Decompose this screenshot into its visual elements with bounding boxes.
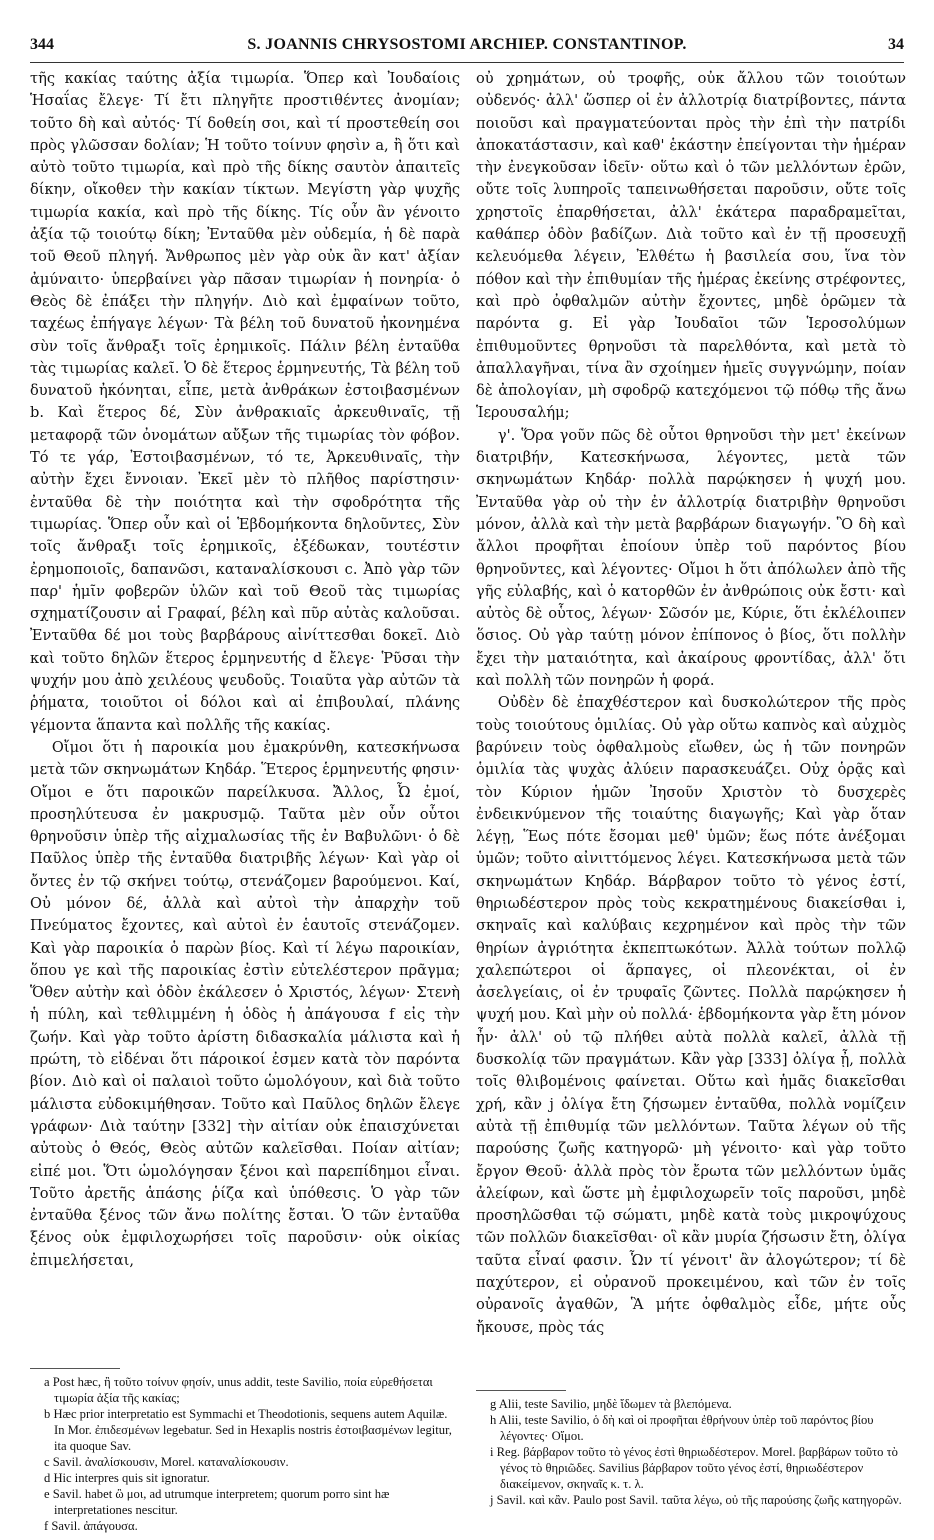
footnote-rule-left: [30, 1368, 120, 1369]
footnote-rule-right: [476, 1390, 566, 1391]
left-paragraph-1: τῆς κακίας ταύτης ἀξία τιμωρία. Ὅπερ καὶ Ἰουδαίοις Ἡσαΐας ἔλεγε· Τί ἔτι πληγῆτε προστιθέντες ἀνομίαν; τοῦτο δὴ καὶ αὐτός· Τί δοθείη σοι, καὶ τί προστεθείη σοι πρὸς γλῶσσαν δολίαν; Ἡ τοῦτο τοίνυν φησὶν a, ἢ ὅτι καὶ αὐτὸ τοῦτο τιμωρία, καὶ πρὸ τῆς δίκης σαυτὸν ἀπαιτεῖς δίκην, οἴκοθεν τὴν κακίαν τίκτων. Μεγίστη γὰρ ψυχῆς τιμωρία κακία, καὶ πρὸ τῆς δίκης. Τίς οὖν ἂν γένοιτο ἀξία τῷ τοιούτῳ δίκη; Ἐνταῦθα μὲν οὐδεμία, ἡ δὲ παρὰ τοῦ Θεοῦ πληγή. Ἄνθρωπος μὲν γὰρ οὐκ ἂν κατ' ἀξίαν ἀμύναιτο· ὑπερβαίνει γὰρ πᾶσαν τιμωρίαν ἡ πονηρία· ὁ Θεὸς δὲ ἐπάξει τὴν πληγήν. Διὸ καὶ ἐμφαίνων τοῦτο, ταχέως ἐπήγαγε λέγων· Τὰ βέλη τοῦ δυνατοῦ ἠκονημένα σὺν τοῖς ἄνθραξι τοῖς ἐρημικοῖς. Πάλιν βέλη ἐνταῦθα τὰς τιμωρίας καλεῖ. Ὁ δὲ ἕτερος ἑρμηνευτής, Τὰ βέλη τοῦ δυνατοῦ ἠκόνηται, εἶπε, μετὰ ἀνθράκων ἐστοιβασμένων b. Καὶ ἕτερος δέ, Σὺν ἀνθρακιαῖς ἀρκευθιναῖς, τῇ μεταφορᾷ τῶν ὀνομάτων αὔξων τῆς τιμωρίας τὸν φόβον. Τό τε γάρ, Ἐστοιβασμένων, τό τε, Ἀρκευθιναῖς, τὴν αὐτὴν ἔχει ἔννοιαν. Ἐκεῖ μὲν τὸ πλῆθος παρίστησιν· ἐνταῦθα δὲ τὴν ποιότητα καὶ τὴν σφοδρότητα τῆς τιμωρίας. Ὅπερ οὖν καὶ οἱ Ἑβδομήκοντα δηλοῦντες, Σὺν τοῖς ἄνθραξι τοῖς ἐρημικοῖς, ἐξέδωκαν, τουτέστιν ἐρημοποιοῖς, δαπανῶσι, καταναλίσκουσι c. Ἀπὸ γὰρ τῶν παρ' ἡμῖν φοβερῶν ὑλῶν καὶ τοῦ Θεοῦ τὰς τιμωρίας σχηματίζουσιν αἱ Γραφαί, βέλη καὶ πῦρ αὐτὰς καλοῦσαι. Ἐνταῦθα δέ μοι τοὺς βαρβάρους αἰνίττεσθαι δοκεῖ. Διὸ καὶ τοῦτο δηλῶν ἕτερος ἑρμηνευτής d ἔλεγε· Ῥῦσαι τὴν ψυχήν μου ἀπὸ χειλέους ψευδοῦς. Τοιαῦτα γὰρ αὐτῶν τὰ ῥήματα, τοιοῦτοι οἱ δόλοι καὶ αἱ ἐπιβουλαί, πλάνης γέμοντα ἅπαντα καὶ πολλῆς τῆς κακίας.: [30, 70, 460, 734]
right-column: [476, 68, 906, 1339]
footnote: j Savil. καὶ κἂν. Paulo post Savil. ταῦτα λέγω, οὐ τῆς παρούσης ζωῆς κατηγορῶν.: [490, 1493, 902, 1507]
footnote: i Reg. βάρβαρον τοῦτο τὸ γένος ἐστὶ θηριωδέστερον. Morel. βαρβάρων τοῦτο τὸ γένος τὸ θηριῶδες. Savilius βάρβαρον τοῦτο γένος ἐστί, θηριωδέστερον διακείμενον, σκηναῖς κ. τ. λ.: [490, 1445, 898, 1491]
footnote: a Post hæc, ἢ τοῦτο τοίνυν φησίν, unus addit, teste Savilio, ποία εὑρεθήσεται τιμωρία ἀξία τῆς κακίας;: [44, 1375, 433, 1405]
header-rule: [30, 62, 904, 63]
footnote: g Alii, teste Savilio, μηδὲ ἴδωμεν τὰ βλεπόμενα.: [490, 1397, 732, 1411]
left-column: [30, 68, 460, 1272]
footnote: h Alii, teste Savilio, ὁ δὴ καὶ οἱ προφῆται ἐθρήνουν ὑπὲρ τοῦ παρόντος βίου λέγοντες· Οἴμοι.: [490, 1413, 874, 1443]
footnote: d Hic interpres quis sit ignoratur.: [44, 1471, 210, 1485]
footnotes-left: [30, 1374, 460, 1534]
page-number-right: 34: [888, 36, 904, 53]
running-title: S. JOANNIS CHRYSOSTOMI ARCHIEP. CONSTANTINOP.: [247, 36, 687, 53]
footnotes-right: [476, 1396, 906, 1508]
right-paragraph-3: Οὐδὲν δὲ ἐπαχθέστερον καὶ δυσκολώτερον τῆς πρὸς τοὺς τοιούτους ὁμιλίας. Οὐ γὰρ οὕτω καπνὸς καὶ αὐχμὸς βαρύνειν τοὺς ὀφθαλμοὺς εἴωθεν, ὡς ἡ τῶν πονηρῶν ὁμιλία τὰς ψυχὰς ἀλύειν παρασκευάζει. Οὐχ ὁρᾷς καὶ τὸν Κύριον ἡμῶν Ἰησοῦν Χριστὸν τὸ δυσχερὲς ἐνδεικνύμενον τῆς τοιαύτης διαγωγῆς; Καὶ γὰρ ὅταν λέγῃ, Ἕως πότε ἔσομαι μεθ' ὑμῶν; ἕως πότε ἀνέξομαι ὑμῶν; τοῦτο αἰνιττόμενος λέγει. Κατεσκήνωσα μετὰ τῶν σκηνωμάτων Κηδάρ. Βάρβαρον τοῦτο τὸ γένος ἐστί, θηριωδέστερον πρὸς τοὺς κεκρατημένους διακείσθαι i, σκηναῖς καὶ καλύβαις κεχρημένον καὶ πρὸς τὴν τῶν θηρίων ἀγριότητα ἐκπεπτωκότων. Ἀλλὰ τούτων πολλῷ χαλεπώτεροι οἱ ἅρπαγες, οἱ πλεονέκται, οἱ ἐν ἀσελγείαις, οἱ ἐν τρυφαῖς ζῶντες. Πολλὰ παρῴκησεν ἡ ψυχή μου. Καὶ μὴν οὐ πολλά· ἑβδομήκοντα γὰρ ἔτη μόνον ἦν· ἀλλ' οὐ τῷ πλήθει αὐτὰ πολλὰ καλεῖ, ἀλλὰ τῇ δυσκολίᾳ τῶν πραγμάτων. Κἂν γὰρ [333] ὀλίγα ᾖ, πολλὰ τοῖς θλιβομένοις φαίνεται. Οὕτω καὶ ἡμᾶς διακεῖσθαι χρή, κἂν j ὀλίγα ἔτη ζήσωμεν ἐνταῦθα, πολλὰ νομίζειν αὐτὰ τῇ ἐπιθυμίᾳ τῶν μελλόντων. Ταῦτα λέγων οὐ τῆς παρούσης ζωῆς κατηγορῶ· μὴ γένοιτο· καὶ γὰρ τοῦτο ἔργον Θεοῦ· ἀλλὰ πρὸς τὸν ἔρωτα τῶν μελλόντων ὑμᾶς ἀλείφων, καὶ ὥστε μὴ ἐμφιλοχωρεῖν τοῖς παροῦσι, μηδὲ προσηλῶσθαι τῷ σώματι, μηδὲ κατὰ τοὺς μικροψύχους τῶν πολλῶν διακεῖσθαι· οἳ κἂν μυρία ζήσωσιν ἔτη, ὀλίγα ταῦτα εἶναί φασιν. Ὧν τί γένοιτ' ἂν ἀλογώτερον; τί δὲ παχύτερον, εἰ οὐρανοῦ προκειμένου, καὶ τῶν ἐν τοῖς οὐρανοῖς ἀγαθῶν, Ἃ μήτε ὀφθαλμὸς εἶδε, μήτε οὖς ἤκουσε, πρὸς τάς: [476, 694, 906, 1336]
footnote: b Hæc prior interpretatio est Symmachi et Theodotionis, sequens autem Aquilæ. In Mor. ἐπιδεσμένων legebatur. Sed in Hexaplis nostris ἐστοιβασμένων legitur, ita quoque Sav.: [44, 1407, 452, 1453]
footnote: c Savil. ἀναλίσκουσιν, Morel. καταναλίσκουσιν.: [44, 1455, 289, 1469]
right-paragraph-1: οὐ χρημάτων, οὐ τροφῆς, οὐκ ἄλλου τῶν τοιούτων οὐδενός· ἀλλ' ὥσπερ οἱ ἐν ἀλλοτρίᾳ διατρίβοντες, πάντα ποιοῦσι καὶ πραγματεύονται πρὸς τὴν ἐπὶ τὴν πατρίδι ἀποκατάστασιν, καὶ καθ' ἑκάστην ἐπείγονται τὴν ἡμέραν τὴν ἐνεγκοῦσαν ἰδεῖν· οὕτω καὶ ὁ τῶν μελλόντων ἐρῶν, οὔτε τοῖς λυπηροῖς ταπεινωθήσεται παροῦσιν, οὔτε τοῖς χρηστοῖς ἐπαρθήσεται, ἀλλ' ἑκάτερα παραδραμεῖται, καθάπερ ὁδὸν βαδίζων. Διὰ τοῦτο καὶ ἐν τῇ προσευχῇ κελευόμεθα λέγειν, Ἐλθέτω ἡ βασιλεία σου, ἵνα τὸν πόθον καὶ τὴν ἐπιθυμίαν τῆς ἡμέρας ἐκείνης στρέφοντες, καὶ πρὸ ὀφθαλμῶν αὐτὴν ἔχοντες, μηδὲ ὁρῶμεν τὰ παρόντα g. Εἰ γὰρ Ἰουδαῖοι τῶν Ἱεροσολύμων ἐπιθυμοῦντες θρηνοῦσι τὰ παρελθόντα, καὶ μετὰ τὸ ἀπαλλαγῆναι, τίνα ἂν σχοίημεν ἡμεῖς συγγνώμην, ποίαν δὲ ἀπολογίαν, μὴ σφοδρῷ κατεχόμενοι τῷ πόθῳ τῆς ἄνω Ἱερουσαλήμ;: [476, 70, 906, 422]
footnote: f Savil. ἀπάγουσα.: [44, 1519, 138, 1533]
running-header: [30, 36, 904, 60]
right-paragraph-2: γ'. Ὅρα γοῦν πῶς δὲ οὗτοι θρηνοῦσι τὴν μετ' ἐκείνων διατριβήν, Κατεσκήνωσα, λέγοντες, μετὰ τῶν σκηνωμάτων Κηδάρ· πολλὰ παρῴκησεν ἡ ψυχή μου. Ἐνταῦθα γὰρ οὐ τὴν ἐν ἀλλοτρίᾳ διατριβὴν θρηνοῦσι μόνον, ἀλλὰ καὶ τὴν μετὰ βαρβάρων διαγωγήν. Ὃ δὴ καὶ ἄλλοι προφῆται ἐποίουν ὑπὲρ τοῦ παρόντος βίου θρηνοῦντες, καὶ λέγοντες· Οἴμοι h ὅτι ἀπόλωλεν ἀπὸ τῆς γῆς εὐλαβής, καὶ ὁ κατορθῶν ἐν ἀνθρώποις οὐκ ἔστι· καὶ αὐτὸς δὲ οὗτος, λέγων· Σῶσόν με, Κύριε, ὅτι ἐκλέλοιπεν ὅσιος. Οὐ γὰρ ταύτῃ μόνον ἐπίπονος ὁ βίος, ὅτι πολλὴν ἔχει τὴν ματαιότητα, καὶ ἀκαίρους φροντίδας, ἀλλ' ὅτι καὶ πολλὴ τῶν πονηρῶν ἡ φορά.: [476, 426, 906, 690]
left-paragraph-2: Οἴμοι ὅτι ἡ παροικία μου ἐμακρύνθη, κατεσκήνωσα μετὰ τῶν σκηνωμάτων Κηδάρ. Ἕτερος ἑρμηνευτής φησιν· Οἴμοι e ὅτι παροικῶν παρείλκυσα. Ἄλλος, Ὦ ἐμοί, προσηλύτευσα ἐν μακρυσμῷ. Ταῦτα μὲν οὖν οὗτοι θρηνοῦσιν ὑπὲρ τῆς αἰχμαλωσίας τῆς ἐν Βαβυλῶνι· ὁ δὲ Παῦλος ὑπὲρ τῆς ἐνταῦθα διατριβῆς λέγων· Καὶ γὰρ οἱ ὄντες ἐν τῷ σκήνει τούτῳ, στενάζομεν βαρούμενοι. Καί, Οὐ μόνον δέ, ἀλλὰ καὶ αὐτοὶ τὴν ἀπαρχὴν τοῦ Πνεύματος ἔχοντες, καὶ αὐτοὶ ἐν ἑαυτοῖς στενάζομεν. Καὶ γὰρ παροικία ὁ παρὼν βίος. Καὶ τί λέγω παροικίαν, ὅπου γε καὶ τῆς παροικίας ἐστὶν εὐτελέστερον πρᾶγμα; Ὅθεν αὐτὴν καὶ ὁδὸν ἐκάλεσεν ὁ Χριστός, λέγων· Στενὴ ἡ πύλη, καὶ τεθλιμμένη ἡ ὁδὸς ἡ ἀπάγουσα f εἰς τὴν ζωήν. Καὶ γὰρ τοῦτο ἀρίστη διδασκαλία μάλιστα καὶ ἡ πρώτη, τὸ εἰδέναι ὅτι πάροικοί ἐσμεν κατὰ τὸν παρόντα βίον. Διὸ καὶ οἱ παλαιοὶ τοῦτο ὡμολόγουν, καὶ διὰ τοῦτο μάλιστα εὐδοκιμήθησαν. Τοῦτο καὶ Παῦλος δηλῶν ἔλεγε γράφων· Διὰ ταύτην [332] τὴν αἰτίαν οὐκ ἐπαισχύνεται αὐτοὺς ὁ Θεός, Θεὸς αὐτῶν καλεῖσθαι. Ποίαν αἰτίαν; εἰπέ μοι. Ὅτι ὡμολόγησαν ξένοι καὶ παρεπίδημοι εἶναι. Τοῦτο ἀρετῆς ἁπάσης ῥίζα καὶ ὑπόθεσις. Ὁ γὰρ τῶν ἐνταῦθα ξένος τῶν ἄνω πολίτης ἔσται. Ὁ τῶν ἐνταῦθα ξένος οὐκ ἐμφιλοχωρήσει τοῖς παροῦσιν· οὐκ οἰκίας ἐπιμελήσεται,: [30, 738, 460, 1269]
footnote: e Savil. habet ὢ μοι, ad utrumque interpretem; quorum porro sint hæ interpretationes nescitur.: [44, 1487, 390, 1517]
page-number-left: 344: [30, 36, 54, 53]
